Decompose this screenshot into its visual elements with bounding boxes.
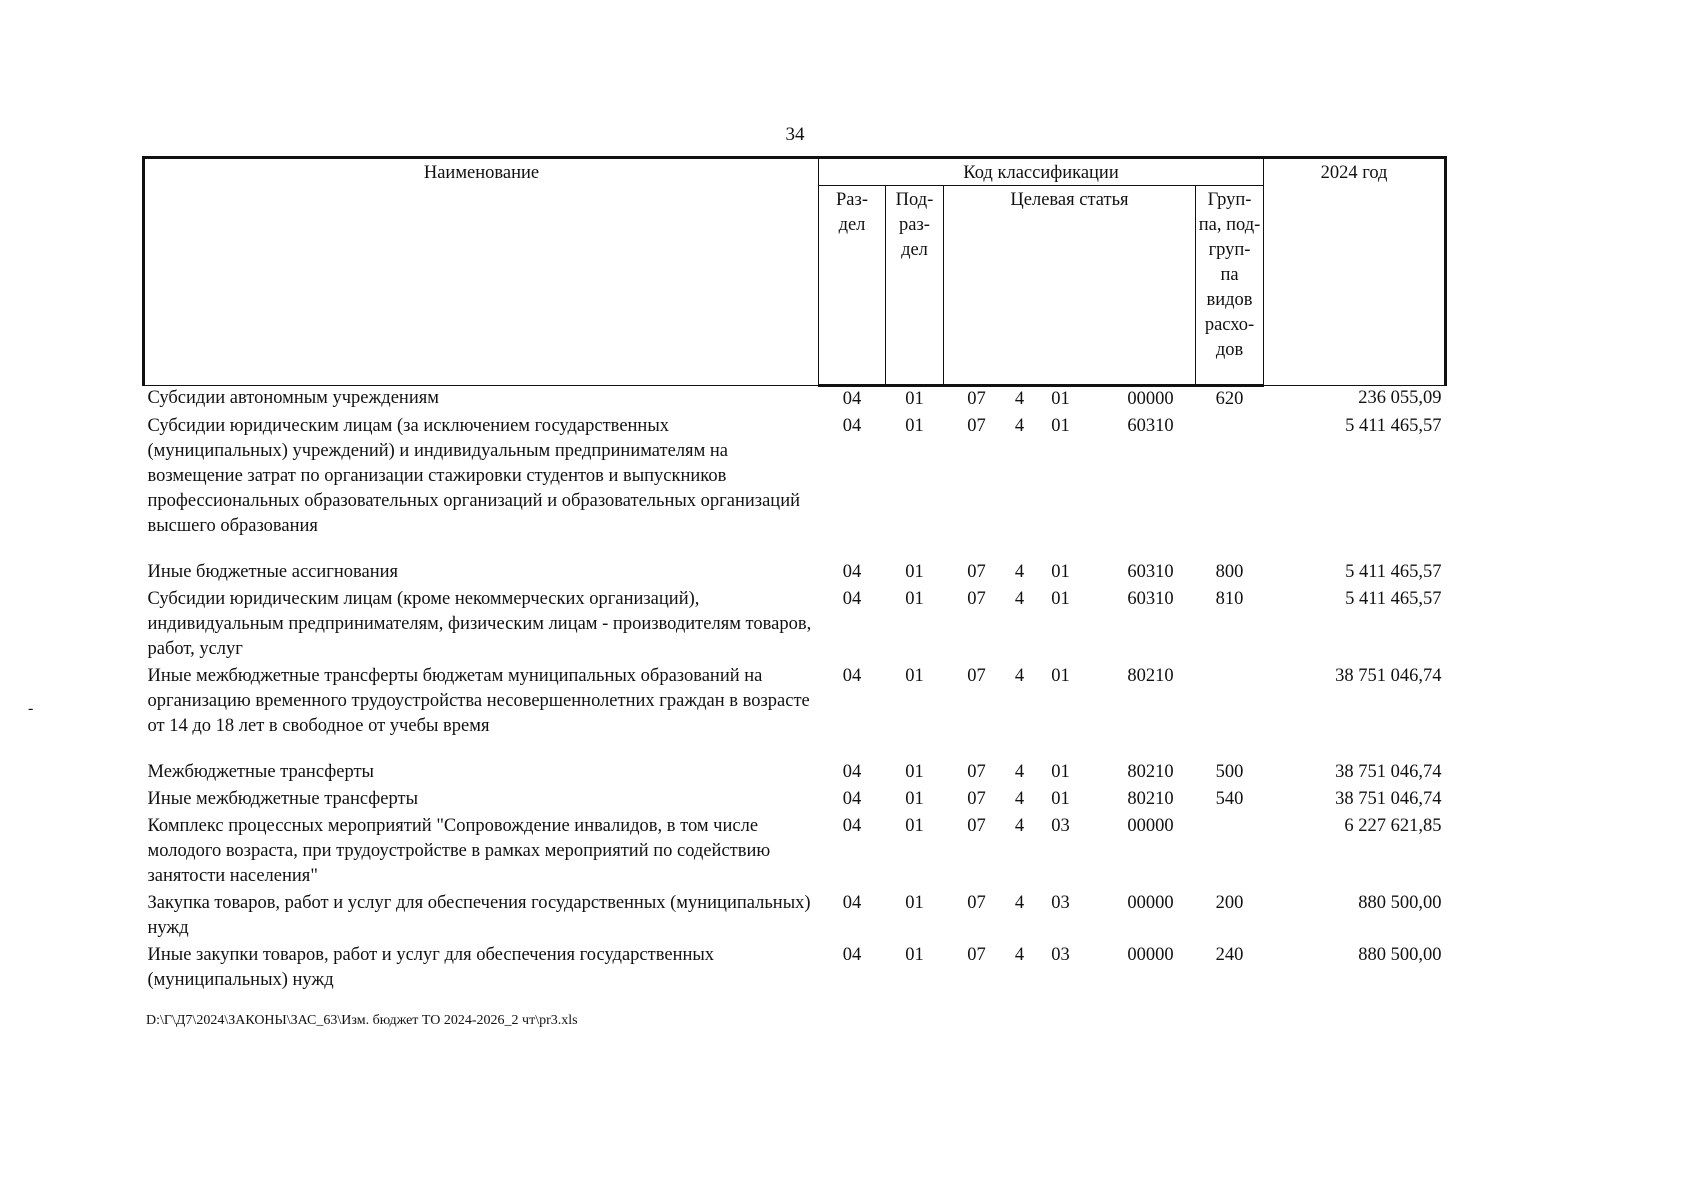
row-podrazdel: 01 <box>905 589 924 609</box>
row-razdel: 04 <box>842 389 862 409</box>
row-cs-part3: 01 <box>1051 416 1070 436</box>
row-cs-part4: 80210 <box>1127 666 1174 686</box>
row-sum-2024: 880 500,00 <box>1358 945 1442 965</box>
table-row <box>144 414 1446 560</box>
row-podrazdel: 01 <box>905 893 924 913</box>
row-vid-rashodov: 500 <box>1215 762 1244 782</box>
file-path-footer: D:\Г\Д7\2024\ЗАКОНЫ\ЗАС_63\Изм. бюджет ТО 2024-2026_2 чт\pr3.xls <box>146 1013 578 1028</box>
row-vid-rashodov <box>1196 814 1264 891</box>
row-cs-part2: 4 <box>1014 416 1025 436</box>
row-name: Иные закупки товаров, работ и услуг для обеспечения государственных (муниципальных) нужд <box>147 945 715 990</box>
row-cs-part4: 00000 <box>1127 945 1174 965</box>
row-cs-part4: 60310 <box>1127 589 1174 609</box>
row-podrazdel: 01 <box>905 416 924 436</box>
row-cs-part3: 03 <box>1051 893 1070 913</box>
row-razdel: 04 <box>842 816 862 836</box>
budget-table <box>142 156 1447 995</box>
row-podrazdel: 01 <box>905 389 924 409</box>
row-cs-part3: 03 <box>1051 816 1070 836</box>
row-vid-rashodov: 200 <box>1215 893 1244 913</box>
row-cs-part4: 60310 <box>1127 562 1174 582</box>
header-name: Наименование <box>144 158 819 386</box>
row-cs-part3: 01 <box>1051 666 1070 686</box>
header-razdel: Раз- дел <box>819 186 886 386</box>
header-code-classification: Код классификации <box>819 158 1264 186</box>
row-sum-2024: 5 411 465,57 <box>1345 589 1442 609</box>
row-cs-part4: 00000 <box>1127 816 1174 836</box>
row-vid-rashodov: 240 <box>1215 945 1244 965</box>
row-vid-rashodov <box>1196 664 1264 760</box>
row-razdel: 04 <box>842 893 862 913</box>
row-cs-part3: 01 <box>1051 389 1070 409</box>
row-cs-part1: 07 <box>967 389 986 409</box>
row-name: Субсидии юридическим лицам (за исключением государственных (муниципальных) учреждений) и индивидуальным предпринимателям на возмещение затрат по организации стажировки студентов и выпускников профессиональных образовательных организаций и образовательных организаций высшего образования <box>147 416 801 536</box>
header-celevaya-statya: Целевая статья <box>944 186 1196 386</box>
row-cs-part1: 07 <box>967 893 986 913</box>
row-name: Межбюджетные трансферты <box>147 762 374 782</box>
row-cs-part1: 07 <box>967 762 986 782</box>
row-cs-part4: 00000 <box>1127 389 1174 409</box>
row-sum-2024: 6 227 621,85 <box>1344 816 1442 836</box>
row-cs-part2: 4 <box>1014 816 1025 836</box>
table-body <box>144 386 1446 996</box>
row-sum-2024: 236 055,09 <box>1358 388 1442 408</box>
row-cs-part3: 01 <box>1051 562 1070 582</box>
row-razdel: 04 <box>842 762 862 782</box>
row-podrazdel: 01 <box>905 562 924 582</box>
row-cs-part1: 07 <box>967 945 986 965</box>
row-razdel: 04 <box>842 945 862 965</box>
row-sum-2024: 5 411 465,57 <box>1345 562 1442 582</box>
row-cs-part1: 07 <box>967 416 986 436</box>
row-name: Закупка товаров, работ и услуг для обеспечения государственных (муниципальных) нужд <box>147 893 811 938</box>
row-cs-part1: 07 <box>967 666 986 686</box>
row-name: Иные межбюджетные трансферты <box>147 789 419 809</box>
row-cs-part2: 4 <box>1014 562 1025 582</box>
row-podrazdel: 01 <box>905 762 924 782</box>
margin-mark: - <box>28 700 34 717</box>
row-cs-part4: 00000 <box>1127 893 1174 913</box>
table-row <box>144 943 1446 995</box>
row-podrazdel: 01 <box>905 666 924 686</box>
row-cs-part1: 07 <box>967 816 986 836</box>
row-razdel: 04 <box>842 562 862 582</box>
row-sum-2024: 880 500,00 <box>1358 893 1442 913</box>
row-cs-part3: 03 <box>1051 945 1070 965</box>
row-cs-part3: 01 <box>1051 789 1070 809</box>
row-name: Субсидии автономным учреждениям <box>147 388 439 408</box>
row-podrazdel: 01 <box>905 789 924 809</box>
row-cs-part2: 4 <box>1014 666 1025 686</box>
table-row <box>144 560 1446 587</box>
header-gruppa-vidov-rashodov: Груп- па, под- груп- па видов расхо- дов <box>1196 186 1264 386</box>
table-row <box>144 814 1446 891</box>
row-cs-part2: 4 <box>1014 589 1025 609</box>
row-sum-2024: 38 751 046,74 <box>1335 762 1442 782</box>
row-vid-rashodov: 540 <box>1215 789 1244 809</box>
row-razdel: 04 <box>842 589 862 609</box>
row-vid-rashodov: 620 <box>1215 389 1244 409</box>
row-cs-part2: 4 <box>1014 762 1025 782</box>
table-row <box>144 664 1446 760</box>
row-name: Комплекс процессных мероприятий "Сопровождение инвалидов, в том числе молодого возраста, при трудоустройстве в рамках мероприятий по содействию занятости населения" <box>147 816 771 886</box>
row-cs-part3: 01 <box>1051 762 1070 782</box>
row-cs-part2: 4 <box>1014 389 1025 409</box>
row-cs-part4: 80210 <box>1127 762 1174 782</box>
row-cs-part2: 4 <box>1014 893 1025 913</box>
row-cs-part1: 07 <box>967 789 986 809</box>
row-razdel: 04 <box>842 789 862 809</box>
table-row <box>144 760 1446 787</box>
row-cs-part3: 01 <box>1051 589 1070 609</box>
row-cs-part2: 4 <box>1014 789 1025 809</box>
table-row <box>144 587 1446 664</box>
row-vid-rashodov <box>1196 414 1264 560</box>
row-podrazdel: 01 <box>905 816 924 836</box>
header-podrazdel: Под- раз- дел <box>886 186 944 386</box>
page-number: 34 <box>785 124 805 145</box>
row-podrazdel: 01 <box>905 945 924 965</box>
row-sum-2024: 38 751 046,74 <box>1335 789 1442 809</box>
row-vid-rashodov: 800 <box>1215 562 1244 582</box>
table-row <box>144 891 1446 943</box>
row-sum-2024: 5 411 465,57 <box>1345 416 1442 436</box>
row-cs-part1: 07 <box>967 562 986 582</box>
row-cs-part2: 4 <box>1014 945 1025 965</box>
row-cs-part4: 60310 <box>1127 416 1174 436</box>
row-razdel: 04 <box>842 666 862 686</box>
row-name: Иные бюджетные ассигнования <box>147 562 399 582</box>
table-row <box>144 386 1446 415</box>
header-year: 2024 год <box>1264 158 1446 386</box>
row-name: Субсидии юридическим лицам (кроме некоммерческих организаций), индивидуальным предпринимателям, физическим лицам - производителям товаров, работ, услуг <box>147 589 812 659</box>
table-row <box>144 787 1446 814</box>
row-sum-2024: 38 751 046,74 <box>1335 666 1442 686</box>
table-header <box>144 158 1446 386</box>
row-name: Иные межбюджетные трансферты бюджетам муниципальных образований на организацию временного трудоустройства несовершеннолетних граждан в возрасте от 14 до 18 лет в свободное от учебы время <box>147 666 810 736</box>
row-vid-rashodov: 810 <box>1215 589 1244 609</box>
row-cs-part1: 07 <box>967 589 986 609</box>
row-razdel: 04 <box>842 416 862 436</box>
row-cs-part4: 80210 <box>1127 789 1174 809</box>
